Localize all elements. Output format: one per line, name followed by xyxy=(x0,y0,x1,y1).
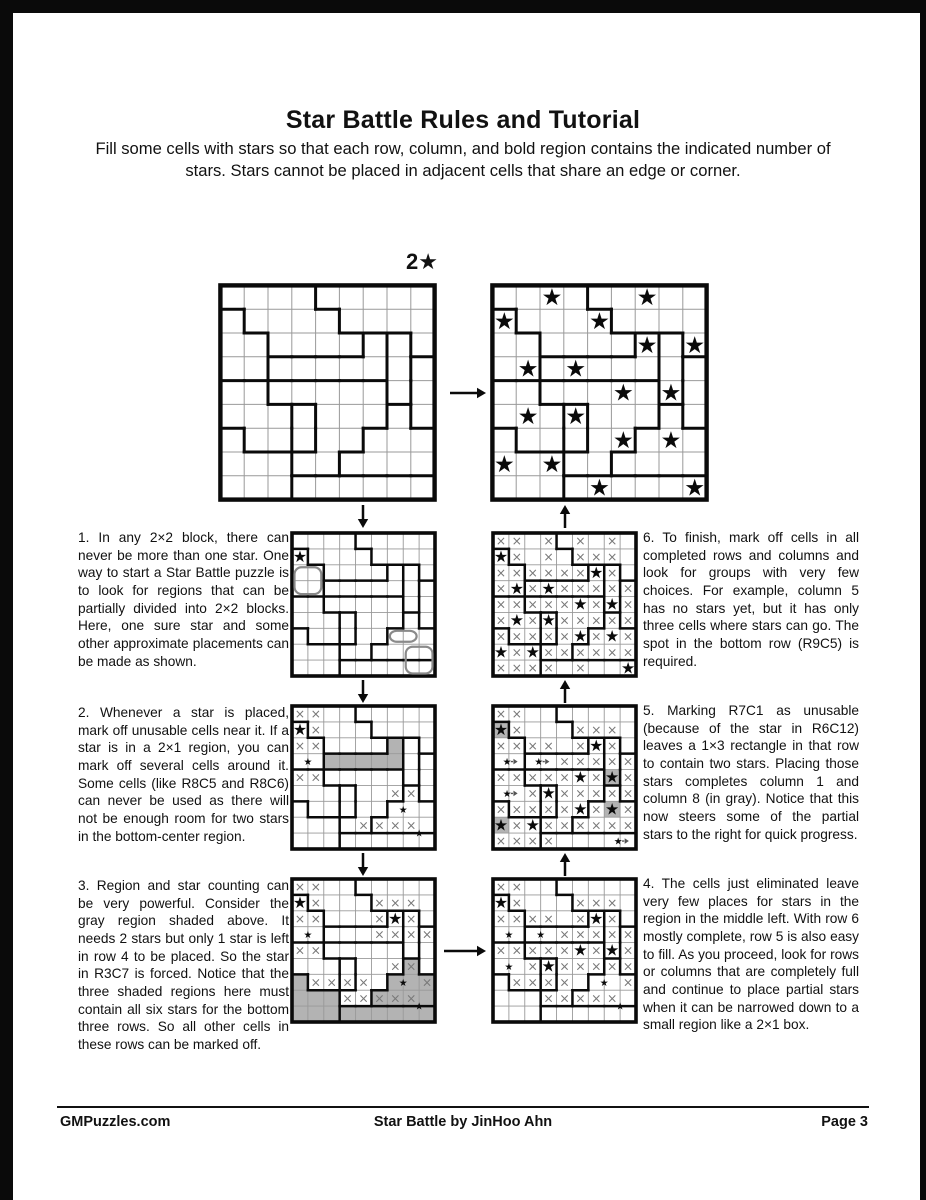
svg-text:×: × xyxy=(294,769,306,785)
svg-text:×: × xyxy=(543,628,554,644)
svg-text:×: × xyxy=(575,548,586,564)
svg-text:★: ★ xyxy=(613,836,623,848)
svg-text:×: × xyxy=(374,894,385,910)
svg-text:×: × xyxy=(606,564,618,580)
svg-text:×: × xyxy=(622,580,634,596)
svg-text:×: × xyxy=(511,879,523,895)
svg-text:★: ★ xyxy=(517,355,539,383)
tutorial-step-1: 1. In any 2×2 block, there can never be more than one star. One way to start a Star Battle puzzle is to look for regions that can be partially divided into 2×2 blocks. Here, one sure star and some other approximate placements can be made as shown. xyxy=(78,530,289,669)
svg-text:×: × xyxy=(559,596,570,612)
svg-text:×: × xyxy=(591,769,602,785)
svg-text:×: × xyxy=(374,926,385,942)
svg-text:★: ★ xyxy=(534,757,544,769)
svg-text:×: × xyxy=(622,769,634,785)
svg-text:×: × xyxy=(606,894,618,910)
svg-text:×: × xyxy=(495,942,507,958)
svg-text:×: × xyxy=(559,564,570,580)
svg-text:★: ★ xyxy=(605,799,620,819)
svg-text:★: ★ xyxy=(493,893,509,913)
svg-text:★: ★ xyxy=(493,720,509,740)
svg-text:×: × xyxy=(575,580,586,596)
svg-text:×: × xyxy=(622,753,634,769)
svg-text:×: × xyxy=(622,785,634,801)
svg-text:×: × xyxy=(495,660,507,676)
svg-text:×: × xyxy=(342,974,353,990)
svg-text:★: ★ xyxy=(414,828,424,840)
svg-text:×: × xyxy=(622,612,634,628)
svg-text:×: × xyxy=(527,737,538,753)
svg-text:×: × xyxy=(606,580,618,596)
svg-text:★: ★ xyxy=(565,355,587,383)
svg-text:×: × xyxy=(543,974,554,990)
svg-text:×: × xyxy=(575,564,586,580)
svg-text:★: ★ xyxy=(414,1001,424,1013)
svg-text:×: × xyxy=(511,564,523,580)
svg-text:×: × xyxy=(527,833,538,849)
svg-text:×: × xyxy=(310,879,322,895)
tutorial-step-5: 5. Marking R7C1 as unusable (because of the star in R6C12) leaves a 1×3 rectangle in that row to contain two stars. Placing those stars completes column 1 and column 8 (in gray). Notice that this now steers some of the partial stars to the right for quick progress. xyxy=(643,703,859,842)
svg-text:★: ★ xyxy=(573,626,588,646)
svg-text:×: × xyxy=(495,580,507,596)
svg-text:×: × xyxy=(591,580,602,596)
grid-puzzle xyxy=(218,283,437,502)
svg-text:×: × xyxy=(527,596,538,612)
svg-text:★: ★ xyxy=(509,578,524,598)
svg-text:×: × xyxy=(421,926,433,942)
svg-text:×: × xyxy=(511,737,523,753)
svg-text:×: × xyxy=(575,721,586,737)
svg-text:×: × xyxy=(559,958,570,974)
svg-text:★: ★ xyxy=(612,426,634,454)
svg-text:×: × xyxy=(374,990,385,1006)
svg-text:★: ★ xyxy=(504,930,514,942)
svg-text:×: × xyxy=(591,926,602,942)
svg-text:×: × xyxy=(390,958,401,974)
svg-text:×: × xyxy=(543,548,554,564)
scan-border-top xyxy=(0,0,926,13)
star-count-label: 2★ xyxy=(406,249,438,274)
svg-text:★: ★ xyxy=(388,908,403,928)
svg-text:★: ★ xyxy=(636,331,658,359)
svg-text:×: × xyxy=(622,942,634,958)
svg-text:×: × xyxy=(527,660,538,676)
svg-text:★: ★ xyxy=(493,450,515,478)
svg-text:×: × xyxy=(591,721,602,737)
svg-text:×: × xyxy=(591,942,602,958)
svg-text:×: × xyxy=(527,612,538,628)
svg-text:×: × xyxy=(606,737,618,753)
svg-text:×: × xyxy=(591,753,602,769)
svg-text:★: ★ xyxy=(541,610,556,630)
svg-text:×: × xyxy=(495,833,507,849)
svg-text:×: × xyxy=(390,817,401,833)
svg-text:×: × xyxy=(543,660,554,676)
svg-text:×: × xyxy=(511,974,523,990)
svg-text:×: × xyxy=(511,769,523,785)
svg-text:×: × xyxy=(559,769,570,785)
svg-text:×: × xyxy=(405,926,417,942)
svg-text:×: × xyxy=(527,958,538,974)
svg-text:★: ★ xyxy=(599,977,609,989)
svg-text:★: ★ xyxy=(620,658,636,678)
svg-text:×: × xyxy=(511,596,523,612)
svg-text:×: × xyxy=(294,706,306,722)
scan-border-right xyxy=(920,0,926,1200)
svg-text:×: × xyxy=(421,974,433,990)
svg-text:×: × xyxy=(543,990,554,1006)
svg-text:×: × xyxy=(559,942,570,958)
svg-text:★: ★ xyxy=(684,331,706,359)
svg-text:×: × xyxy=(495,612,507,628)
svg-text:×: × xyxy=(606,958,618,974)
svg-text:★: ★ xyxy=(493,642,509,662)
footer-site: GMPuzzles.com xyxy=(60,1114,171,1130)
svg-text:★: ★ xyxy=(541,284,563,312)
svg-text:×: × xyxy=(543,596,554,612)
svg-text:×: × xyxy=(575,958,586,974)
svg-text:×: × xyxy=(543,564,554,580)
svg-text:×: × xyxy=(358,974,369,990)
svg-text:★: ★ xyxy=(493,307,515,335)
svg-text:×: × xyxy=(622,596,634,612)
svg-text:×: × xyxy=(591,548,602,564)
svg-text:×: × xyxy=(390,894,401,910)
svg-text:★: ★ xyxy=(589,474,610,502)
svg-text:★: ★ xyxy=(605,940,620,960)
page-title: Star Battle Rules and Tutorial xyxy=(285,106,641,134)
svg-text:★: ★ xyxy=(398,977,408,989)
svg-text:×: × xyxy=(294,942,306,958)
tutorial-step-3: 3. Region and star counting can be very powerful. Consider the gray region shaded above. It needs 2 stars but only 1 star is left in row 4 to be placed. So the star in R3C7 is forced. Notice that the three shaded regions here must contain all six stars for the bottom three rows. So all other cells in these rows can be marked off. xyxy=(78,878,289,1053)
svg-text:×: × xyxy=(511,660,523,676)
svg-text:★: ★ xyxy=(660,379,682,407)
grid-step4 xyxy=(491,877,638,1024)
svg-text:×: × xyxy=(591,817,602,833)
svg-text:×: × xyxy=(495,564,507,580)
svg-text:×: × xyxy=(543,644,554,660)
svg-text:★: ★ xyxy=(589,735,604,755)
svg-text:×: × xyxy=(622,644,634,660)
svg-text:×: × xyxy=(527,942,538,958)
svg-text:★: ★ xyxy=(525,815,540,835)
svg-text:×: × xyxy=(591,596,602,612)
tutorial-step-6: 6. To finish, mark off cells in all completed rows and columns and look for groups with very few choices. For example, column 5 has no stars yet, but it has only three cells where stars can go. The spot in the bottom row (R9C5) is required. xyxy=(643,530,859,669)
svg-text:×: × xyxy=(310,974,322,990)
svg-text:★: ★ xyxy=(636,284,658,312)
svg-text:×: × xyxy=(575,612,586,628)
svg-text:★: ★ xyxy=(504,961,514,973)
svg-text:★: ★ xyxy=(573,799,588,819)
svg-text:×: × xyxy=(559,990,570,1006)
svg-text:×: × xyxy=(606,612,618,628)
svg-text:×: × xyxy=(405,817,417,833)
svg-text:★: ★ xyxy=(589,562,604,582)
svg-text:×: × xyxy=(543,817,554,833)
svg-text:×: × xyxy=(575,737,586,753)
tutorial-step-2: 2. Whenever a star is placed, mark off unusable cells near it. If a star is in a 2×1 region, you can mark off several cells around it. Some cells (like R8C5 and R8C6) can never be used as there will not be enough room for two stars in the bottom-center region. xyxy=(78,705,289,844)
svg-text:×: × xyxy=(559,801,570,817)
svg-text:×: × xyxy=(405,990,417,1006)
svg-text:★: ★ xyxy=(573,767,588,787)
svg-text:★: ★ xyxy=(502,757,512,769)
svg-text:×: × xyxy=(575,910,586,926)
svg-text:×: × xyxy=(591,990,602,1006)
svg-text:★: ★ xyxy=(541,956,556,976)
svg-text:×: × xyxy=(358,817,369,833)
svg-text:×: × xyxy=(591,644,602,660)
svg-text:×: × xyxy=(310,769,322,785)
svg-text:★: ★ xyxy=(573,594,588,614)
svg-text:×: × xyxy=(591,894,602,910)
svg-text:★: ★ xyxy=(565,403,587,431)
svg-text:×: × xyxy=(511,801,523,817)
svg-text:×: × xyxy=(495,706,507,722)
svg-text:×: × xyxy=(559,926,570,942)
svg-text:×: × xyxy=(559,817,570,833)
svg-text:★: ★ xyxy=(493,547,509,567)
svg-text:★: ★ xyxy=(541,783,556,803)
svg-text:×: × xyxy=(405,785,417,801)
svg-text:×: × xyxy=(495,910,507,926)
svg-text:★: ★ xyxy=(541,578,556,598)
svg-text:×: × xyxy=(543,801,554,817)
svg-text:×: × xyxy=(374,910,385,926)
svg-text:×: × xyxy=(405,894,417,910)
svg-text:×: × xyxy=(527,628,538,644)
svg-text:×: × xyxy=(606,926,618,942)
svg-text:×: × xyxy=(495,879,507,895)
svg-text:★: ★ xyxy=(398,804,408,816)
svg-text:★: ★ xyxy=(509,610,524,630)
svg-text:×: × xyxy=(310,942,322,958)
grid-step6 xyxy=(491,531,638,678)
svg-text:★: ★ xyxy=(605,767,620,787)
svg-text:×: × xyxy=(543,910,554,926)
svg-text:×: × xyxy=(575,533,586,549)
svg-text:×: × xyxy=(575,817,586,833)
svg-text:×: × xyxy=(527,580,538,596)
svg-text:×: × xyxy=(495,533,507,549)
svg-text:×: × xyxy=(543,533,554,549)
svg-text:×: × xyxy=(622,926,634,942)
svg-text:×: × xyxy=(559,753,570,769)
svg-text:★: ★ xyxy=(612,379,634,407)
svg-text:×: × xyxy=(390,990,401,1006)
svg-text:×: × xyxy=(559,612,570,628)
footer-page-number: Page 3 xyxy=(821,1114,868,1130)
svg-text:×: × xyxy=(591,612,602,628)
footer-credit: Star Battle by JinHoo Ahn xyxy=(373,1114,553,1130)
svg-text:×: × xyxy=(511,942,523,958)
svg-text:×: × xyxy=(342,990,353,1006)
grid-step1 xyxy=(290,531,437,678)
svg-text:★: ★ xyxy=(517,403,539,431)
svg-text:×: × xyxy=(606,533,618,549)
svg-text:★: ★ xyxy=(292,893,308,913)
svg-text:×: × xyxy=(575,660,586,676)
svg-text:×: × xyxy=(575,644,586,660)
grid-step5 xyxy=(491,704,638,851)
svg-text:×: × xyxy=(511,533,523,549)
svg-text:×: × xyxy=(495,801,507,817)
svg-text:★: ★ xyxy=(605,594,620,614)
svg-text:×: × xyxy=(310,721,322,737)
svg-text:★: ★ xyxy=(660,426,682,454)
grid-step3 xyxy=(290,877,437,1024)
svg-text:×: × xyxy=(495,596,507,612)
grid-step2 xyxy=(290,704,437,851)
svg-text:×: × xyxy=(606,910,618,926)
svg-text:×: × xyxy=(543,833,554,849)
svg-text:×: × xyxy=(511,628,523,644)
svg-text:×: × xyxy=(591,958,602,974)
svg-text:★: ★ xyxy=(684,474,706,502)
svg-text:★: ★ xyxy=(589,908,604,928)
svg-text:×: × xyxy=(326,974,337,990)
grid-solution xyxy=(490,283,709,502)
svg-text:★: ★ xyxy=(292,720,308,740)
svg-text:×: × xyxy=(606,548,618,564)
svg-text:×: × xyxy=(511,833,523,849)
svg-text:×: × xyxy=(511,817,523,833)
svg-text:×: × xyxy=(495,737,507,753)
svg-text:×: × xyxy=(622,974,634,990)
svg-text:×: × xyxy=(527,801,538,817)
svg-text:★: ★ xyxy=(615,1001,625,1013)
svg-text:×: × xyxy=(622,817,634,833)
svg-text:★: ★ xyxy=(292,547,308,567)
svg-text:×: × xyxy=(559,644,570,660)
svg-text:★: ★ xyxy=(493,815,509,835)
svg-text:×: × xyxy=(310,910,322,926)
svg-text:★: ★ xyxy=(541,450,563,478)
svg-text:×: × xyxy=(294,737,306,753)
svg-text:×: × xyxy=(511,644,523,660)
svg-text:×: × xyxy=(622,801,634,817)
footer-divider xyxy=(57,1106,869,1108)
svg-text:×: × xyxy=(511,548,523,564)
svg-text:★: ★ xyxy=(502,788,512,800)
svg-text:×: × xyxy=(543,942,554,958)
svg-text:×: × xyxy=(358,990,369,1006)
svg-text:×: × xyxy=(511,721,523,737)
svg-text:★: ★ xyxy=(536,930,546,942)
svg-text:×: × xyxy=(606,644,618,660)
scan-border-left xyxy=(0,0,13,1200)
svg-text:×: × xyxy=(390,785,401,801)
svg-text:★: ★ xyxy=(303,757,313,769)
svg-text:×: × xyxy=(575,894,586,910)
svg-text:×: × xyxy=(606,785,618,801)
svg-text:×: × xyxy=(622,628,634,644)
svg-text:×: × xyxy=(374,817,385,833)
svg-text:×: × xyxy=(543,769,554,785)
svg-text:×: × xyxy=(559,580,570,596)
svg-text:×: × xyxy=(543,737,554,753)
svg-text:×: × xyxy=(527,785,538,801)
svg-text:×: × xyxy=(527,910,538,926)
svg-text:×: × xyxy=(310,706,322,722)
svg-text:×: × xyxy=(559,974,570,990)
svg-text:×: × xyxy=(606,753,618,769)
svg-text:×: × xyxy=(405,958,417,974)
svg-text:×: × xyxy=(511,894,523,910)
svg-text:×: × xyxy=(575,926,586,942)
svg-text:★: ★ xyxy=(589,307,610,335)
tutorial-step-4: 4. The cells just eliminated leave very few places for stars in the region in the middle left. With row 6 mostly complete, row 5 is also easy to fill. As you proceed, look for rows or columns that are completely full and continue to place partial stars when it can be narrowed down to a small region like a 2×1 box. xyxy=(643,876,859,1033)
svg-text:×: × xyxy=(575,990,586,1006)
svg-text:×: × xyxy=(606,990,618,1006)
svg-text:×: × xyxy=(575,753,586,769)
svg-text:×: × xyxy=(559,628,570,644)
svg-text:×: × xyxy=(575,785,586,801)
rules-text: Fill some cells with stars so that each row, column, and bold region contains the indicated number of stars. Stars cannot be placed in adjacent cells that share an edge or corner. xyxy=(95,139,831,180)
svg-text:×: × xyxy=(495,628,507,644)
svg-text:★: ★ xyxy=(573,940,588,960)
svg-text:★: ★ xyxy=(605,626,620,646)
svg-text:×: × xyxy=(606,721,618,737)
svg-text:×: × xyxy=(390,926,401,942)
svg-text:×: × xyxy=(591,785,602,801)
svg-text:×: × xyxy=(495,769,507,785)
svg-text:×: × xyxy=(527,974,538,990)
svg-text:×: × xyxy=(310,894,322,910)
svg-text:×: × xyxy=(511,706,523,722)
svg-text:×: × xyxy=(606,817,618,833)
svg-text:×: × xyxy=(511,910,523,926)
svg-text:×: × xyxy=(294,910,306,926)
svg-text:×: × xyxy=(527,564,538,580)
svg-text:×: × xyxy=(294,879,306,895)
svg-text:×: × xyxy=(405,910,417,926)
svg-text:×: × xyxy=(622,958,634,974)
svg-text:×: × xyxy=(591,801,602,817)
svg-text:×: × xyxy=(591,628,602,644)
svg-text:×: × xyxy=(527,769,538,785)
svg-text:×: × xyxy=(310,737,322,753)
svg-text:★: ★ xyxy=(525,642,540,662)
svg-text:★: ★ xyxy=(303,930,313,942)
svg-text:×: × xyxy=(559,785,570,801)
